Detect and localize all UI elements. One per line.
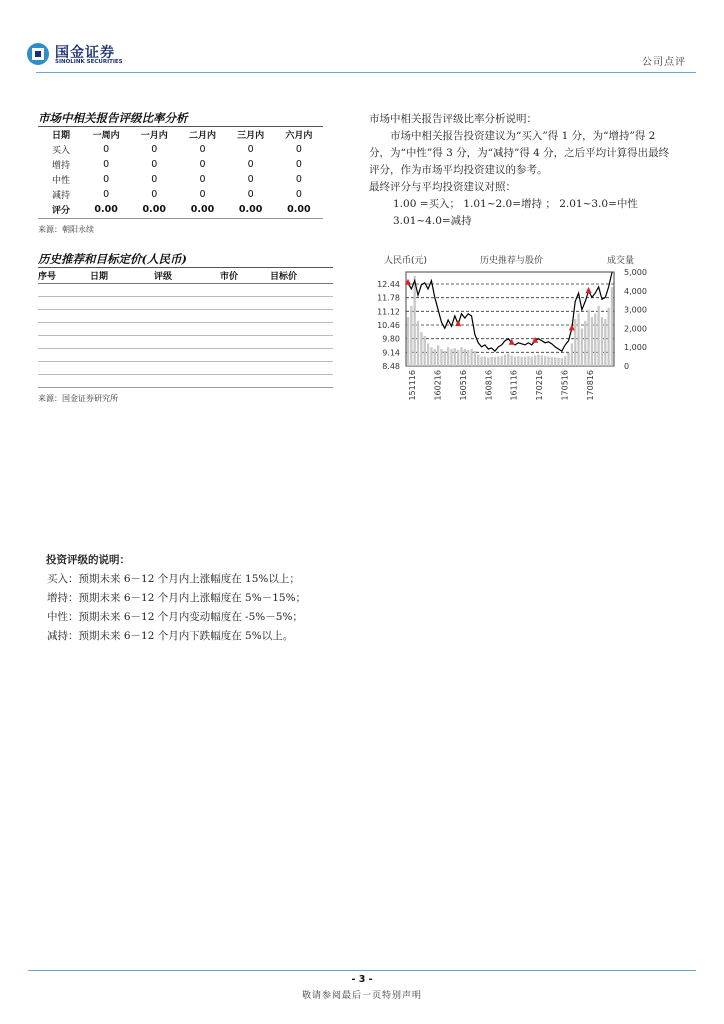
column-header: 二月内 <box>188 131 216 141</box>
volume-bar <box>424 336 426 366</box>
volume-bar <box>450 349 452 366</box>
volume-bar <box>557 358 559 366</box>
logo-text-cn: 国金证券 <box>55 45 115 61</box>
volume-bar <box>500 356 502 366</box>
volume-bar <box>527 356 529 366</box>
table-cell: 0 <box>247 144 254 155</box>
score-row <box>38 202 323 217</box>
volume-bar <box>541 355 543 366</box>
y-axis-ticks <box>377 280 400 371</box>
row-label: 中性 <box>52 176 71 186</box>
table-cell: 0 <box>247 189 254 200</box>
row-label: 评分 <box>52 206 71 216</box>
table-cell: 0.00 <box>142 204 166 215</box>
rating-stats-table <box>38 127 323 217</box>
volume-bar <box>420 332 422 366</box>
chart-title: 历史推荐与股价 <box>480 256 544 266</box>
mapping-line: 3.01~4.0=减持 <box>393 215 472 227</box>
table-cell: 0 <box>151 144 158 155</box>
rating-stats-title: 市场中相关报告评级比率分析 <box>38 111 188 125</box>
volume-bar <box>514 357 516 366</box>
y-tick-label: 10.46 <box>377 321 400 330</box>
volume-bar <box>511 355 513 366</box>
volume-bar <box>460 347 462 366</box>
volume-bar <box>531 357 533 366</box>
volume-bar <box>410 306 412 366</box>
x-tick-label: 151116 <box>408 370 417 401</box>
table-cell: 0 <box>151 189 158 200</box>
volume-bar <box>567 353 569 366</box>
company-logo <box>26 42 136 70</box>
volume-bar <box>534 355 536 366</box>
table-cell: 0.00 <box>238 204 263 215</box>
column-header: 市价 <box>220 272 239 282</box>
history-row-line <box>38 283 333 284</box>
history-row-line <box>38 309 333 310</box>
y-tick-label: 9.80 <box>382 334 400 344</box>
table-cell: 0 <box>151 174 158 185</box>
row-label: 增持 <box>52 161 71 171</box>
volume-bar <box>551 357 553 366</box>
volume-bar <box>584 321 586 366</box>
volume-bar <box>427 343 429 366</box>
note-item: 减持：预期未来 6－12 个月内下跌幅度在 5%以上。 <box>47 630 294 642</box>
table-cell: 0 <box>295 159 302 170</box>
column-header: 三月内 <box>237 131 265 141</box>
y2-tick-label: 4,000 <box>624 286 647 296</box>
volume-bar <box>504 355 506 366</box>
y2-tick-label: 0 <box>624 362 630 371</box>
volume-bar <box>561 358 563 366</box>
volume-bar <box>457 350 459 366</box>
volume-bar <box>490 357 492 366</box>
volume-bar <box>591 317 593 366</box>
volume-bar <box>537 355 539 366</box>
column-header: 六月内 <box>285 131 313 141</box>
table-row <box>38 157 323 172</box>
volume-bar <box>554 357 556 366</box>
volume-bar <box>521 357 523 366</box>
explanation-title: 市场中相关报告评级比率分析说明： <box>369 113 537 125</box>
volume-bar <box>454 348 456 366</box>
y-tick-label: 11.78 <box>377 293 400 303</box>
y2-tick-label: 3,000 <box>624 305 647 315</box>
history-row-line <box>38 387 333 388</box>
volume-bar <box>604 319 606 366</box>
volume-bar <box>581 328 583 366</box>
mapping-title: 最终评分与平均投资建议对照： <box>369 181 516 193</box>
volume-bar <box>437 345 439 366</box>
chart-y2label: 成交量 <box>607 256 635 266</box>
volume-bar <box>434 349 436 366</box>
y-tick-label: 11.12 <box>377 307 400 317</box>
history-row-line <box>38 296 333 297</box>
history-row-line <box>38 322 333 323</box>
volume-bar <box>440 349 442 366</box>
rating-notes <box>46 551 306 646</box>
y-tick-label: 9.14 <box>382 348 400 358</box>
rating-marker <box>455 320 461 326</box>
note-item: 增持：预期未来 6－12 个月内上涨幅度在 5%－15%； <box>47 592 307 604</box>
table-cell: 0 <box>295 174 302 185</box>
volume-bar <box>594 313 596 366</box>
table-cell: 0 <box>247 174 254 185</box>
row-label: 买入 <box>52 146 71 156</box>
footer-disclaimer: 敬请参阅最后一页特别声明 <box>301 991 422 1001</box>
table-cell: 0 <box>151 159 158 170</box>
table-cell: 0 <box>199 174 206 185</box>
column-header: 目标价 <box>270 272 298 282</box>
table-header-row <box>38 127 323 142</box>
table-cell: 0.00 <box>94 204 118 215</box>
x-tick-label: 160516 <box>458 370 468 401</box>
table-cell: 0.00 <box>190 204 215 215</box>
note-item: 买入：预期未来 6－12 个月内上涨幅度在 15%以上； <box>47 573 300 585</box>
volume-bar <box>477 355 479 366</box>
x-tick-label: 170516 <box>560 370 570 401</box>
volume-bars <box>407 276 613 366</box>
volume-bar <box>571 343 573 366</box>
rating-stats-source: 来源：朝阳永续 <box>38 225 94 234</box>
volume-bar <box>587 310 589 366</box>
volume-bar <box>544 356 546 366</box>
y2-axis-ticks <box>624 268 647 371</box>
volume-bar <box>417 321 419 366</box>
page-number: - 3 - <box>351 974 373 985</box>
volume-bar <box>517 356 519 366</box>
volume-bar <box>574 319 576 366</box>
column-header: 一月内 <box>140 131 168 141</box>
explanation-body: 市场中相关报告投资建议为“买入”得 1 分，为“增持”得 2 分，为“中性”得 3 分，为“减持”得 4 分，之后平均计算得出最终评分，作为市场平均投资建议的参考。 <box>369 130 670 176</box>
volume-bar <box>467 350 469 366</box>
history-top-rule <box>38 267 333 268</box>
y-tick-label: 8.48 <box>382 362 400 371</box>
volume-bar <box>611 287 613 366</box>
volume-bar <box>474 351 476 366</box>
table-cell: 0 <box>103 174 110 185</box>
volume-bar <box>470 349 472 366</box>
volume-bar <box>608 308 610 366</box>
price-history-chart <box>362 250 672 410</box>
rating-marker <box>586 287 592 293</box>
volume-bar <box>464 349 466 366</box>
history-row-line <box>38 335 333 336</box>
document-type: 公司点评 <box>642 57 686 68</box>
logo-text-en: SINOLINK SECURITIES <box>55 59 123 65</box>
column-header: 序号 <box>38 272 57 282</box>
note-item: 中性：预期未来 6－12 个月内变动幅度在 -5%－5%； <box>47 611 303 623</box>
notes-title: 投资评级的说明： <box>46 554 130 566</box>
volume-bar <box>487 358 489 366</box>
history-source: 来源：国金证券研究所 <box>38 394 118 403</box>
volume-bar <box>407 317 409 366</box>
footer-divider <box>28 970 696 971</box>
table-cell: 0 <box>295 189 302 200</box>
table-row <box>38 142 323 157</box>
table-bottom-rule <box>38 218 323 219</box>
table-cell: 0 <box>199 189 206 200</box>
column-header: 日期 <box>90 272 109 282</box>
column-header: 日期 <box>52 131 71 141</box>
y2-tick-label: 2,000 <box>624 324 647 334</box>
table-cell: 0 <box>103 159 110 170</box>
chart-ylabel: 人民币(元) <box>384 256 428 266</box>
table-cell: 0 <box>247 159 254 170</box>
volume-bar <box>597 306 599 366</box>
volume-bar <box>414 276 416 366</box>
volume-bar <box>447 347 449 366</box>
table-cell: 0 <box>199 144 206 155</box>
x-tick-label: 170816 <box>586 370 595 401</box>
table-cell: 0 <box>295 144 302 155</box>
table-cell: 0.00 <box>287 204 311 215</box>
history-row-line <box>38 361 333 362</box>
logo-mark-icon <box>26 42 50 66</box>
x-tick-label: 160216 <box>433 370 443 401</box>
column-header: 评级 <box>154 272 173 282</box>
x-tick-label: 160816 <box>484 370 494 401</box>
table-cell: 0 <box>199 159 206 170</box>
rating-explanation <box>369 111 672 230</box>
header-divider <box>36 72 696 73</box>
mapping-line: 1.00 =买入； 1.01~2.0=增持 ； 2.01~3.0=中性 <box>393 198 638 210</box>
y2-tick-label: 5,000 <box>624 268 647 277</box>
volume-bar <box>564 356 566 366</box>
x-tick-label: 161116 <box>509 370 519 401</box>
column-header: 一周内 <box>92 131 120 141</box>
history-row-line <box>38 374 333 375</box>
volume-bar <box>480 357 482 366</box>
history-title: 历史推荐和目标定价(人民币) <box>38 252 187 266</box>
y-tick-label: 12.44 <box>377 280 400 289</box>
volume-bar <box>577 313 579 366</box>
volume-bar <box>484 357 486 366</box>
volume-bar <box>547 357 549 366</box>
volume-bar <box>601 317 603 366</box>
history-header-row <box>38 269 333 281</box>
row-label: 减持 <box>52 191 71 201</box>
table-row <box>38 172 323 187</box>
volume-bar <box>494 357 496 366</box>
x-tick-label: 170216 <box>535 370 545 401</box>
history-row-line <box>38 348 333 349</box>
volume-bar <box>430 347 432 366</box>
volume-bar <box>497 357 499 366</box>
table-cell: 0 <box>103 144 110 155</box>
table-cell: 0 <box>103 189 110 200</box>
x-axis-ticks <box>408 370 595 401</box>
table-row <box>38 187 323 202</box>
y2-tick-label: 1,000 <box>624 343 647 353</box>
volume-bar <box>444 351 446 366</box>
volume-bar <box>524 357 526 366</box>
volume-bar <box>507 354 509 366</box>
